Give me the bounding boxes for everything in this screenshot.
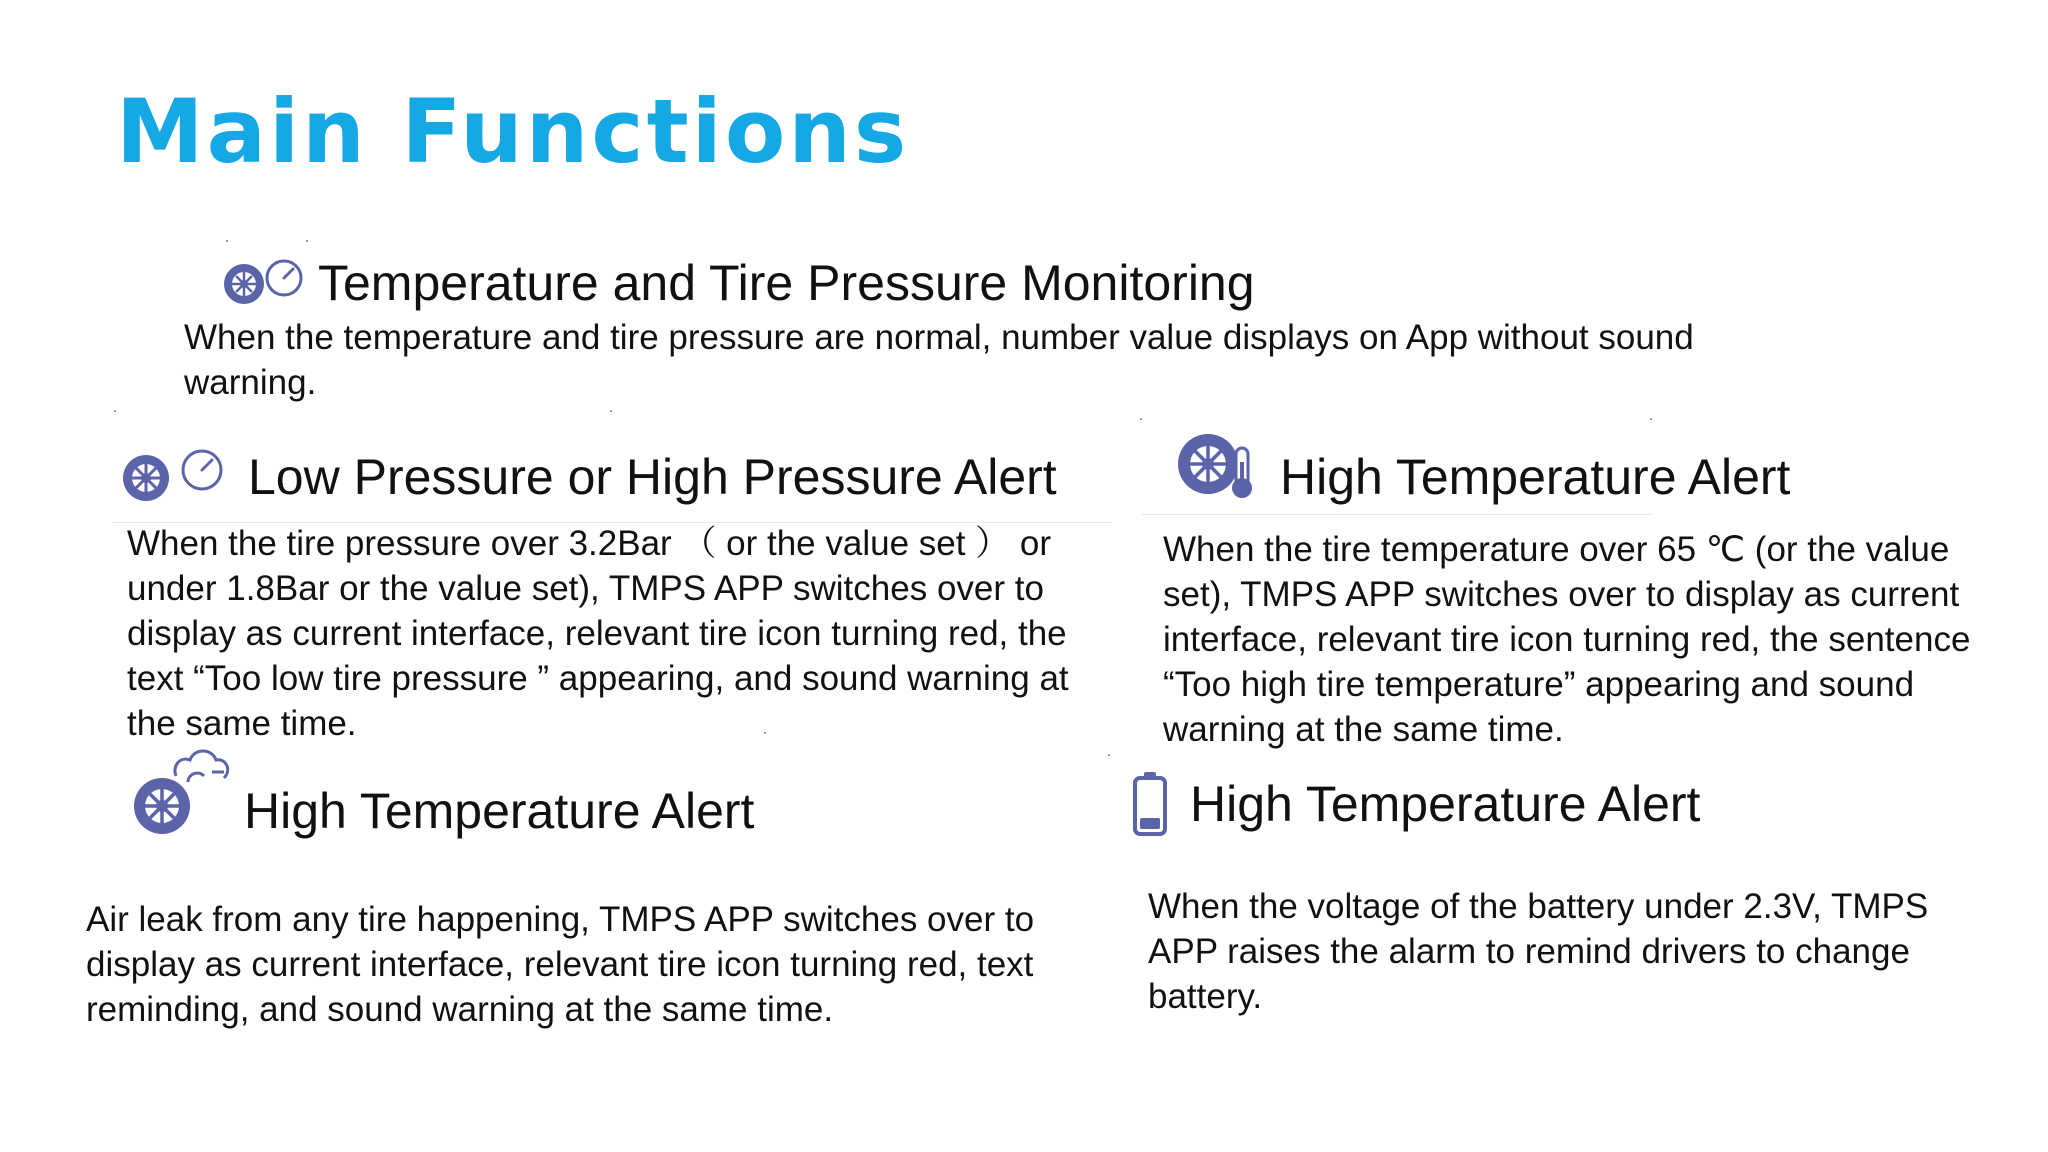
section-body-pressure: When the tire pressure over 3.2Bar （ or the value set ） or under 1.8Bar or the value set), TMPS APP switches over to display as current interface, relevant tire icon turning red, the text “Too low tire pressure ” appearing, and sound warning at the same time. — [127, 524, 1069, 743]
section-body-battery: When the voltage of the battery under 2.3V, TMPS APP raises the alarm to remind drivers to change battery. — [1148, 887, 1929, 1016]
decorative-dot — [610, 410, 612, 412]
page-title: Main Functions — [116, 80, 910, 183]
tire-thermometer-icon — [1176, 432, 1262, 502]
divider — [1142, 514, 1652, 515]
tire-leak-icon — [128, 736, 240, 836]
section-heading-monitoring: Temperature and Tire Pressure Monitoring — [318, 255, 1255, 311]
decorative-dot — [226, 240, 228, 242]
decorative-dot — [1140, 418, 1142, 420]
tire-gauge-icon — [222, 256, 310, 308]
section-heading-battery: High Temperature Alert — [1190, 776, 1701, 832]
battery-icon — [1132, 770, 1168, 838]
section-body-monitoring: When the temperature and tire pressure are normal, number value displays on App without sound warning. — [184, 318, 1694, 402]
decorative-dot — [764, 732, 766, 734]
decorative-dot — [114, 410, 116, 412]
decorative-dot — [306, 240, 308, 242]
section-heading-pressure: Low Pressure or High Pressure Alert — [248, 449, 1057, 505]
section-body-leak: Air leak from any tire happening, TMPS APP switches over to display as current interface, relevant tire icon turning red, text reminding, and sound warning at the same time. — [86, 900, 1035, 1029]
section-body-temperature: When the tire temperature over 65 ℃ (or the value set), TMPS APP switches over to display as current interface, relevant tire icon turning red, the sentence “Too high tire temperature” appearing and sound warning at the same time. — [1163, 530, 1971, 749]
tire-gauge-icon — [118, 448, 226, 502]
section-heading-leak: High Temperature Alert — [244, 783, 755, 839]
section-heading-temperature: High Temperature Alert — [1280, 449, 1791, 505]
decorative-dot — [1108, 754, 1110, 756]
decorative-dot — [1650, 418, 1652, 420]
